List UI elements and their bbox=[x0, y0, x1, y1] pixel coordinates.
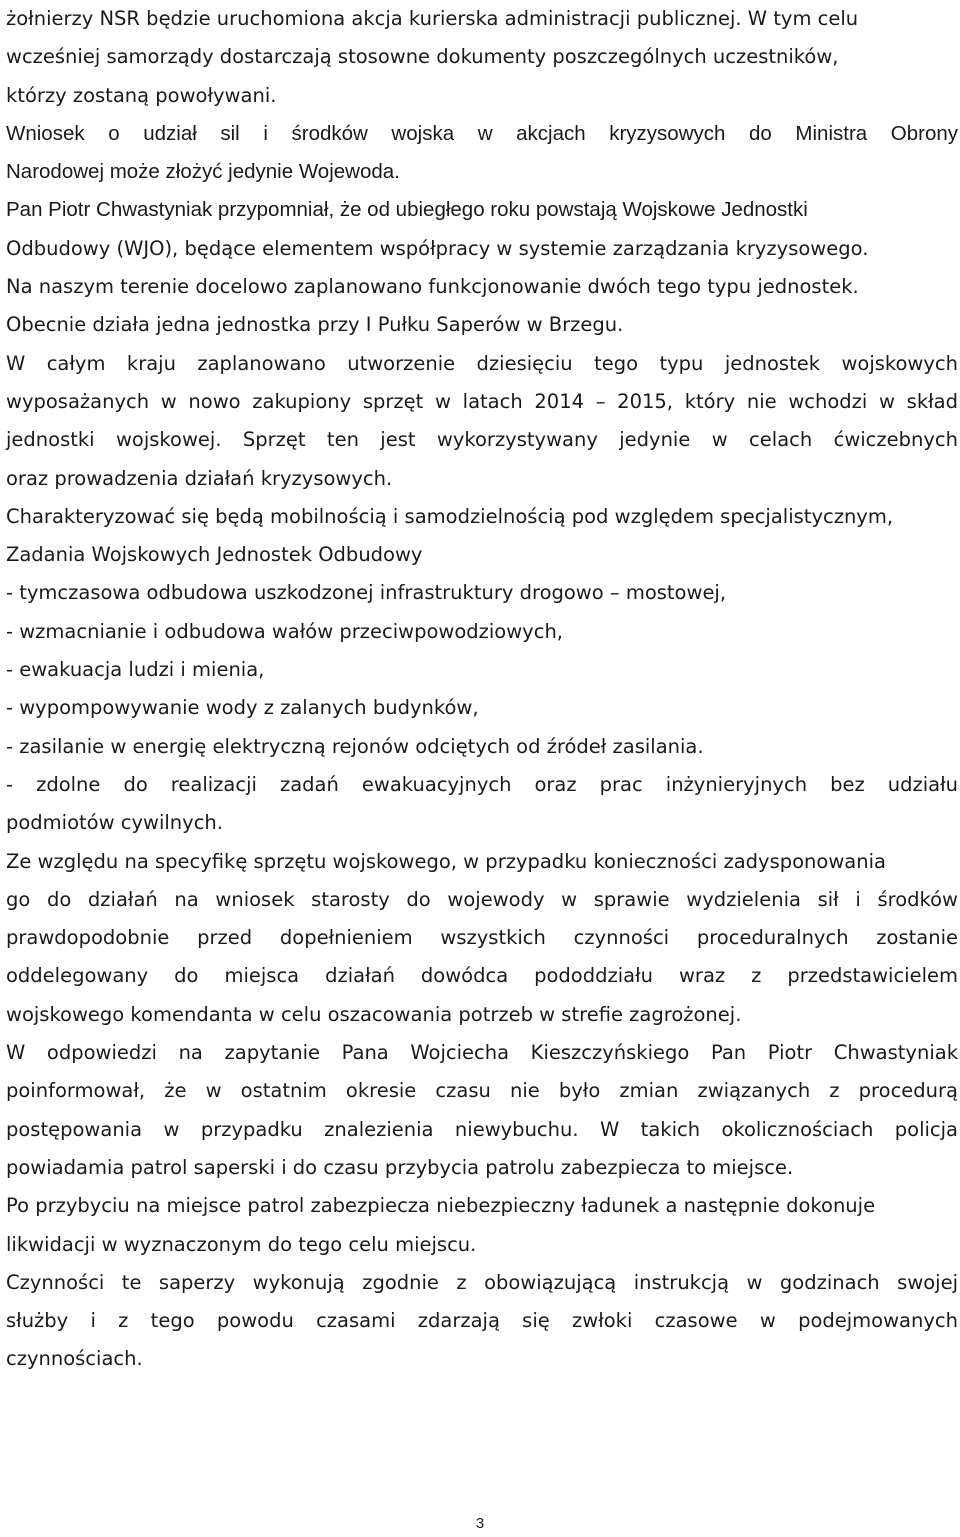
list-item: - ewakuacja ludzi i mienia, bbox=[6, 658, 265, 682]
list-item: - wzmacnianie i odbudowa wałów przeciwpowodziowych, bbox=[6, 619, 563, 643]
text-line: Na naszym terenie docelowo zaplanowano funkcjonowanie dwóch tego typu jednostek. bbox=[6, 275, 859, 299]
text-line: prawdopodobnie przed dopełnieniem wszystkich czynności proceduralnych zostanie bbox=[6, 926, 958, 950]
text-line: oddelegowany do miejsca działań dowódca pododdziału wraz z przedstawicielem bbox=[6, 964, 958, 988]
text-line: Odbudowy (WJO), będące elementem współpracy w systemie zarządzania kryzysowego. bbox=[6, 236, 869, 260]
text-line: go do działań na wniosek starosty do wojewody w sprawie wydzielenia sił i środków bbox=[6, 887, 958, 911]
list-item: - zdolne do realizacji zadań ewakuacyjnych oraz prac inżynieryjnych bez udziału bbox=[6, 772, 958, 796]
text-line: podmiotów cywilnych. bbox=[6, 811, 223, 835]
text-line: służby i z tego powodu czasami zdarzają się zwłoki czasowe w podejmowanych bbox=[6, 1309, 958, 1333]
list-item: - tymczasowa odbudowa uszkodzonej infrastruktury drogowo – mostowej, bbox=[6, 581, 727, 605]
text-line: Wniosek o udział sil i środków wojska w akcjach kryzysowych do Ministra Obrony bbox=[6, 121, 958, 145]
text-line: Po przybyciu na miejsce patrol zabezpiecza niebezpieczny ładunek a następnie dokonuje bbox=[6, 1194, 876, 1218]
text-line: Charakteryzować się będą mobilnością i samodzielnością pod względem specjalistycznym, bbox=[6, 504, 894, 528]
text-line: wyposażanych w nowo zakupiony sprzęt w latach 2014 – 2015, który nie wchodzi w skład bbox=[6, 389, 958, 413]
text-line: W odpowiedzi na zapytanie Pana Wojciecha Kieszczyńskiego Pan Piotr Chwastyniak bbox=[6, 1041, 958, 1065]
list-item: - zasilanie w energię elektryczną rejonów odciętych od źródeł zasilania. bbox=[6, 734, 704, 758]
text-line: Narodowej może złożyć jedynie Wojewoda. bbox=[6, 160, 400, 184]
text-line: Obecnie działa jedna jednostka przy I Pułku Saperów w Brzegu. bbox=[6, 313, 624, 337]
page-number: 3 bbox=[475, 1515, 485, 1532]
text-line: wojskowego komendanta w celu oszacowania potrzeb w strefie zagrożonej. bbox=[6, 1002, 742, 1026]
text-line: którzy zostaną powoływani. bbox=[6, 83, 277, 107]
text-line: likwidacji w wyznaczonym do tego celu miejscu. bbox=[6, 1232, 477, 1256]
text-line: oraz prowadzenia działań kryzysowych. bbox=[6, 466, 393, 490]
document-body bbox=[6, 0, 958, 1379]
text-line: Ze względu na specyfikę sprzętu wojskowego, w przypadku konieczności zadysponowania bbox=[6, 849, 886, 873]
text-line: postępowania w przypadku znalezienia niewybuchu. W takich okolicznościach policja bbox=[6, 1117, 958, 1141]
text-line: powiadamia patrol saperski i do czasu przybycia patrolu zabezpiecza to miejsce. bbox=[6, 1155, 794, 1179]
text-line: żołnierzy NSR będzie uruchomiona akcja kurierska administracji publicznej. W tym celu bbox=[6, 7, 859, 30]
text-line: Pan Piotr Chwastyniak przypomniał, że od ubiegłego roku powstają Wojskowe Jednostki bbox=[6, 198, 808, 222]
text-line: czynnościach. bbox=[6, 1347, 143, 1371]
text-line: W całym kraju zaplanowano utworzenie dziesięciu tego typu jednostek wojskowych bbox=[6, 351, 958, 375]
list-item: - wypompowywanie wody z zalanych budynków, bbox=[6, 696, 479, 720]
text-line: wcześniej samorządy dostarczają stosowne dokumenty poszczególnych uczestników, bbox=[6, 45, 839, 69]
text-line: jednostki wojskowej. Sprzęt ten jest wykorzystywany jedynie w celach ćwiczebnych bbox=[6, 428, 958, 452]
text-line: Zadania Wojskowych Jednostek Odbudowy bbox=[6, 543, 423, 567]
text-line: poinformował, że w ostatnim okresie czasu nie było zmian związanych z procedurą bbox=[6, 1079, 958, 1103]
text-line: Czynności te saperzy wykonują zgodnie z obowiązującą instrukcją w godzinach swojej bbox=[6, 1270, 958, 1294]
